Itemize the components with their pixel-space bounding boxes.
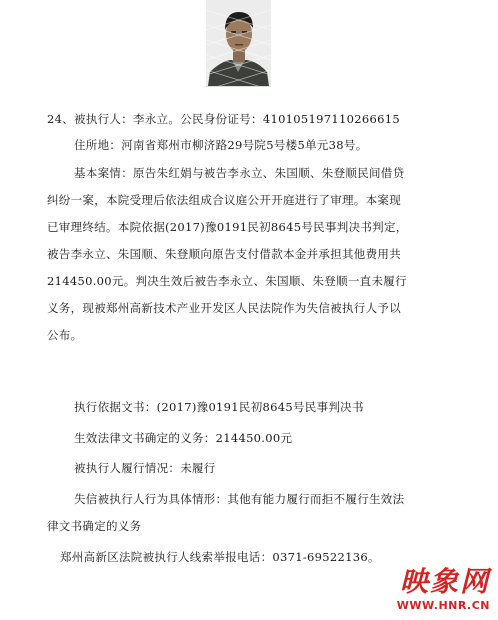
case-line: 基本案情：原告朱红娟与被告李永立、朱国顺、朱登顺民间借贷: [74, 166, 405, 180]
enforcement-behavior: 失信被执行人行为具体情形：其他有能力履行而拒不履行生效法: [74, 492, 405, 506]
enforcement-basis: 执行依据文书：(2017)豫0191民初8645号民事判决书: [74, 400, 364, 414]
site-watermark: [397, 567, 490, 612]
case-line: 被告李永立、朱国顺、朱登顺向原告支付借款本金并承担其他费用共: [47, 247, 401, 261]
report-hotline: 郑州高新区法院被执行人线索举报电话：0371-69522136。: [60, 550, 380, 564]
enforcement-obligation: 生效法律文书确定的义务：214450.00元: [74, 431, 293, 445]
watermark-brand: 映象网: [399, 565, 490, 598]
enforcement-status: 被执行人履行情况：未履行: [74, 461, 216, 475]
case-line: 义务，现被郑州高新技术产业开发区人民法院作为失信被执行人予以: [47, 301, 401, 315]
defendant-photo: [206, 0, 271, 87]
defendant-header: 24、被执行人：李永立。公民身份证号：410105197110266615: [47, 112, 400, 126]
case-line: 纠纷一案，本院受理后依法组成合议庭公开开庭进行了审理。本案现: [47, 193, 401, 207]
watermark-url: WWW.HNR.CN: [396, 599, 490, 612]
enforcement-behavior-cont: 律文书确定的义务: [47, 519, 142, 533]
case-line: 公布。: [47, 328, 83, 342]
case-line: 已审理终结。本院依据(2017)豫0191民初8645号民事判决书判定，: [47, 220, 408, 234]
case-line: 214450.00元。判决生效后被告李永立、朱国顺、朱登顺一直未履行: [47, 274, 407, 288]
defendant-address: 住所地：河南省郑州市柳济路29号院5号楼5单元38号。: [74, 138, 368, 152]
